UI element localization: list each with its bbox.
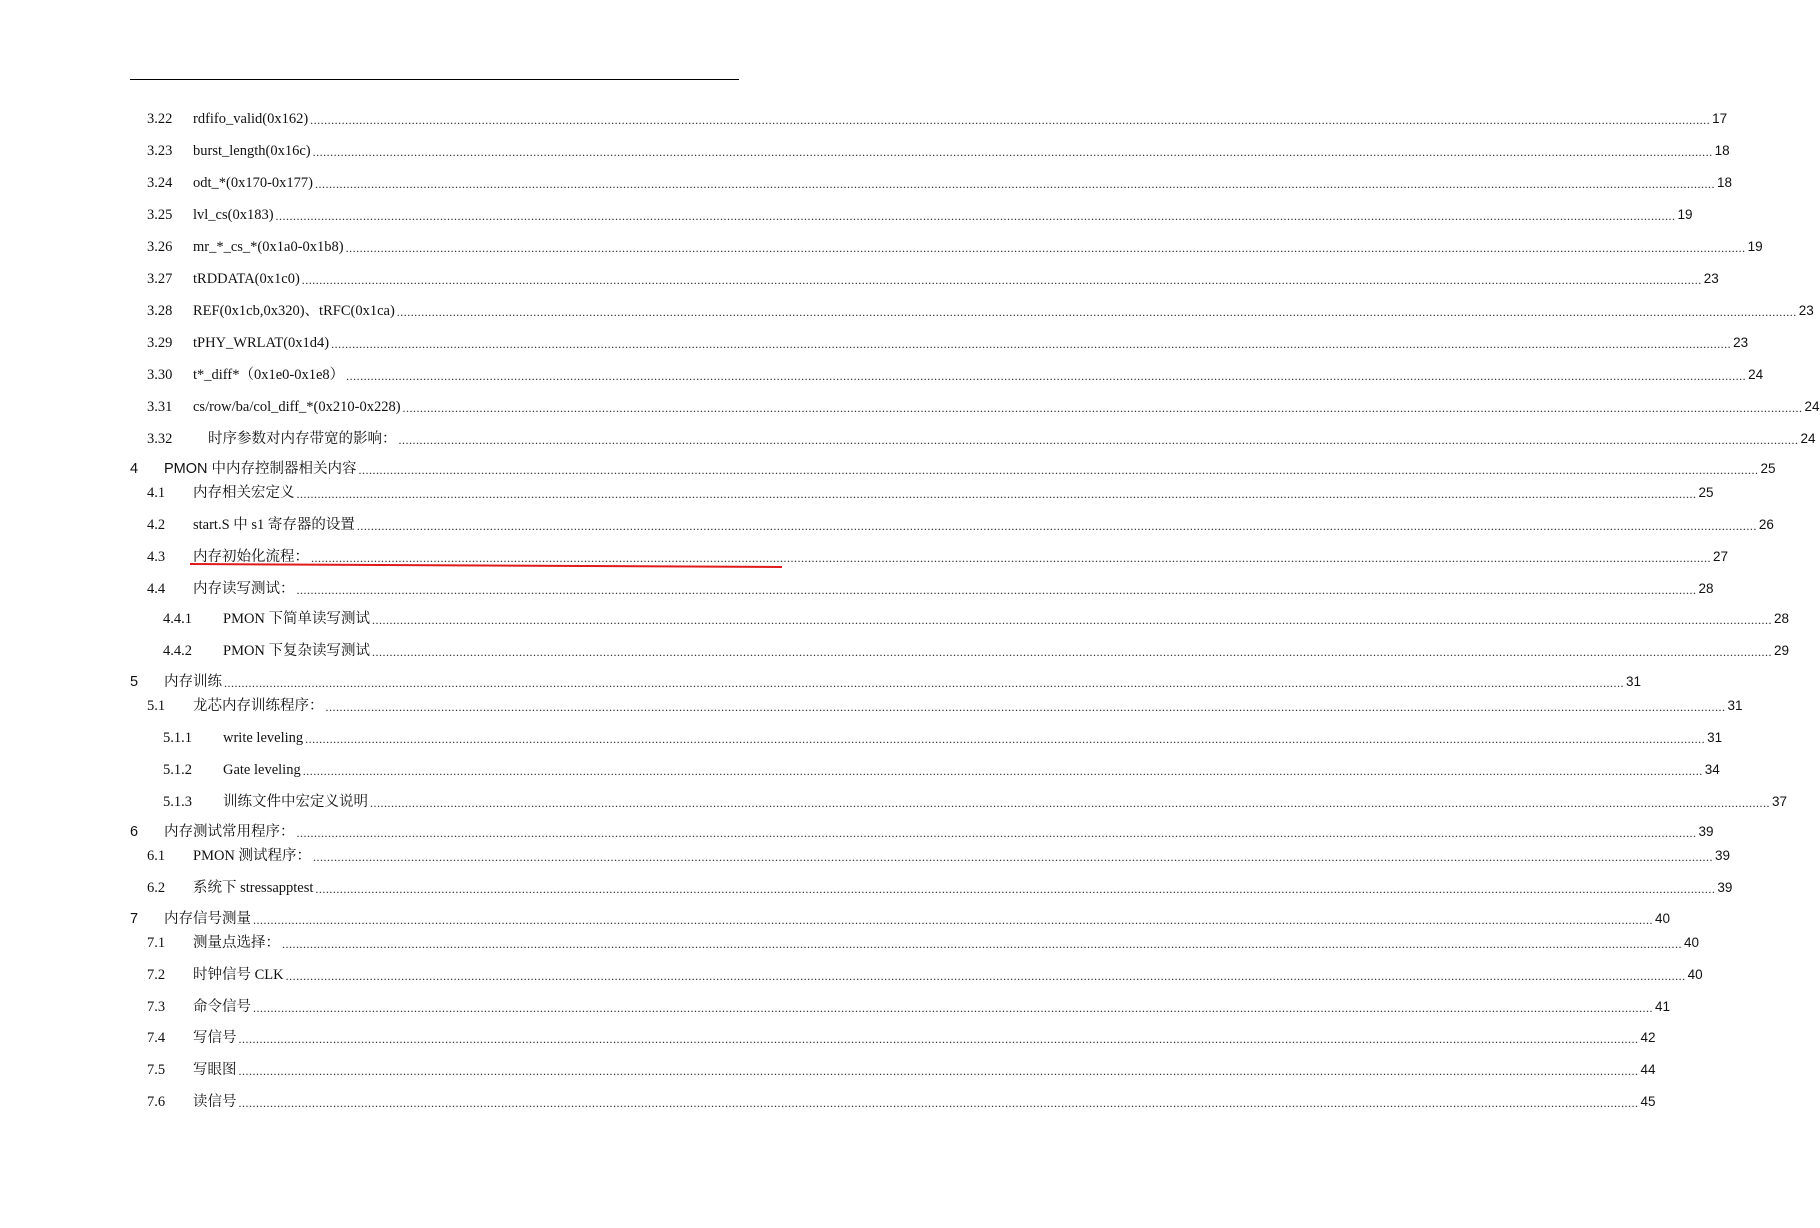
toc-leader-dots: ................................................................................................................................................................................................................................................................................................................................................................................................................ [315,882,1716,896]
toc-leader-dots: ................................................................................................................................................................................................................................................................................................................................................................................................................ [238,1032,1639,1046]
toc-entry-number: 6.2 [147,880,166,896]
toc-leader-dots: ................................................................................................................................................................................................................................................................................................................................................................................................................ [372,613,1773,627]
toc-leader-dots: ................................................................................................................................................................................................................................................................................................................................................................................................................ [296,583,1697,597]
toc-entry-page: 39 [1715,848,1731,863]
toc-entry-number: 3.28 [147,303,173,319]
toc-entry-number: 3.30 [147,367,173,383]
toc-entry-title: 龙芯内存训练程序： [193,698,324,714]
toc-entry-number: 6.1 [147,848,166,864]
toc-entry-title: write leveling [223,730,304,746]
toc-entry-number: 4.4.1 [163,611,192,627]
toc-entry-number: 5.1.2 [163,762,192,778]
toc-entry-number: 3.26 [147,239,173,255]
toc-entry-page: 31 [1727,698,1743,713]
toc-entry[interactable] [147,138,1730,160]
toc-entry-number: 5.1.3 [163,794,192,810]
toc-entry-title: odt_*(0x170-0x177) [193,175,314,191]
toc-entry[interactable] [147,843,1731,865]
toc-entry-title: t*_diff*（0x1e0-0x1e8） [193,367,345,383]
toc-entry-number: 4.2 [147,517,166,533]
toc-leader-dots: ................................................................................................................................................................................................................................................................................................................................................................................................................ [305,732,1706,746]
toc-entry-number: 4 [130,461,139,477]
toc-leader-dots: ................................................................................................................................................................................................................................................................................................................................................................................................................ [372,645,1773,659]
toc-leader-dots: ................................................................................................................................................................................................................................................................................................................................................................................................................ [325,700,1726,714]
toc-entry-page: 39 [1717,880,1733,895]
toc-entry-page: 34 [1704,762,1720,777]
toc-entry-title: 内存初始化流程： [193,549,309,565]
toc-entry[interactable] [163,757,1720,779]
toc-entry-title: 命令信号 [193,999,251,1015]
toc-entry-title: PMON 测试程序： [193,848,312,864]
toc-entry-page: 27 [1713,549,1729,564]
toc-entry-page: 18 [1717,175,1733,190]
toc-entry-number: 7.1 [147,935,166,951]
toc-entry-title: PMON 下复杂读写测试 [223,643,371,659]
red-underline-annotation [190,563,782,569]
toc-leader-dots: ................................................................................................................................................................................................................................................................................................................................................................................................................ [285,969,1686,983]
toc-entry-number: 7 [130,911,139,927]
toc-entry-title: REF(0x1cb,0x320)、tRFC(0x1ca) [193,303,395,319]
toc-entry-number: 5 [130,674,139,690]
toc-entry-number: 7.2 [147,967,166,983]
toc-entry-title: 内存读写测试： [193,581,295,597]
toc-entry-title: PMON 中内存控制器相关内容 [164,461,357,477]
toc-entry[interactable] [147,106,1728,128]
toc-leader-dots: ................................................................................................................................................................................................................................................................................................................................................................................................................ [402,401,1803,415]
toc-leader-dots: ................................................................................................................................................................................................................................................................................................................................................................................................................ [282,937,1682,951]
toc-entry[interactable] [130,906,1671,928]
toc-entry-title: tRDDATA(0x1c0) [193,271,300,287]
toc-entry-title: 时钟信号 CLK [193,967,284,983]
toc-leader-dots: ................................................................................................................................................................................................................................................................................................................................................................................................................ [238,1064,1639,1078]
toc-entry-title: mr_*_cs_*(0x1a0-0x1b8) [193,239,344,255]
toc-entry-title: rdfifo_valid(0x162) [193,111,309,127]
toc-entry[interactable] [130,669,1642,691]
toc-entry-page: 44 [1640,1062,1656,1077]
toc-leader-dots: ................................................................................................................................................................................................................................................................................................................................................................................................................ [296,487,1697,501]
toc-entry-number: 3.29 [147,335,173,351]
toc-entry-title: 内存测试常用程序： [164,824,295,840]
toc-entry-title: 内存信号测量 [164,911,251,927]
toc-entry-title: burst_length(0x16c) [193,143,311,159]
toc-entry-number: 5.1.1 [163,730,192,746]
toc-leader-dots: ................................................................................................................................................................................................................................................................................................................................................................................................................ [253,1001,1653,1015]
toc-leader-dots: ................................................................................................................................................................................................................................................................................................................................................................................................................ [312,145,1713,159]
toc-entry[interactable] [130,819,1714,841]
toc-leader-dots: ................................................................................................................................................................................................................................................................................................................................................................................................................ [224,676,1624,690]
toc-entry[interactable] [147,426,1816,448]
toc-entry-page: 31 [1626,674,1642,689]
toc-entry[interactable] [147,930,1700,952]
toc-entry-title: cs/row/ba/col_diff_*(0x210-0x228) [193,399,401,415]
toc-entry[interactable] [147,362,1764,384]
toc-leader-dots: ................................................................................................................................................................................................................................................................................................................................................................................................................ [275,209,1676,223]
toc-leader-dots: ................................................................................................................................................................................................................................................................................................................................................................................................................ [301,273,1702,287]
toc-entry-page: 40 [1655,911,1671,926]
toc-entry-title: 读信号 [193,1094,237,1110]
toc-entry-title: 时序参数对内存带宽的影响： [208,431,397,447]
toc-entry-page: 23 [1798,303,1814,318]
toc-entry-page: 45 [1640,1094,1656,1109]
toc-entry-page: 19 [1677,207,1693,222]
toc-leader-dots: ................................................................................................................................................................................................................................................................................................................................................................................................................ [313,850,1714,864]
toc-leader-dots: ................................................................................................................................................................................................................................................................................................................................................................................................................ [396,305,1797,319]
toc-entry-number: 4.4 [147,581,166,597]
toc-leader-dots: ................................................................................................................................................................................................................................................................................................................................................................................................................ [358,463,1759,477]
toc-entry-number: 3.23 [147,143,173,159]
toc-entry-page: 24 [1748,367,1764,382]
toc-entry[interactable] [147,480,1714,502]
toc-entry-number: 7.5 [147,1062,166,1078]
toc-entry-title: PMON 下简单读写测试 [223,611,371,627]
toc-entry[interactable] [147,330,1749,352]
toc-entry-title: 训练文件中宏定义说明 [223,794,368,810]
toc-entry-page: 40 [1684,935,1700,950]
toc-entry-page: 25 [1698,485,1714,500]
toc-entry-number: 4.4.2 [163,643,192,659]
toc-entry[interactable] [147,1025,1656,1047]
toc-entry[interactable] [147,394,1820,416]
toc-entry-page: 42 [1640,1030,1656,1045]
toc-entry-page: 23 [1703,271,1719,286]
toc-entry-page: 37 [1772,794,1788,809]
toc-leader-dots: ................................................................................................................................................................................................................................................................................................................................................................................................................ [331,337,1732,351]
toc-entry-page: 18 [1714,143,1730,158]
toc-entry[interactable] [147,1057,1656,1079]
toc-entry[interactable] [147,234,1763,256]
toc-entry-number: 4.1 [147,485,166,501]
toc-entry[interactable] [147,693,1743,715]
toc-entry-page: 19 [1747,239,1763,254]
toc-leader-dots: ................................................................................................................................................................................................................................................................................................................................................................................................................ [346,369,1747,383]
toc-entry[interactable] [130,456,1776,478]
toc-leader-dots: ................................................................................................................................................................................................................................................................................................................................................................................................................ [398,433,1799,447]
toc-entry-number: 4.3 [147,549,166,565]
toc-entry-title: 写眼图 [193,1062,237,1078]
toc-entry[interactable] [163,789,1788,811]
toc-leader-dots: ................................................................................................................................................................................................................................................................................................................................................................................................................ [315,177,1716,191]
toc-entry-title: 系统下 stressapptest [193,880,314,896]
toc-entry-number: 3.27 [147,271,173,287]
toc-entry-title: Gate leveling [223,762,301,778]
toc-entry[interactable] [147,298,1814,320]
toc-entry-page: 23 [1733,335,1749,350]
toc-entry-page: 28 [1774,611,1790,626]
toc-entry-title: lvl_cs(0x183) [193,207,274,223]
toc-leader-dots: ................................................................................................................................................................................................................................................................................................................................................................................................................ [296,826,1697,840]
toc-entry-page: 40 [1687,967,1703,982]
toc-entry-title: 内存训练 [164,674,222,690]
toc-entry-title: 写信号 [193,1030,237,1046]
toc-entry-page: 31 [1707,730,1723,745]
toc-entry-page: 24 [1804,399,1820,414]
toc-entry-page: 28 [1698,581,1714,596]
toc-entry-number: 7.4 [147,1030,166,1046]
toc-entry[interactable] [147,266,1719,288]
toc-entry[interactable] [147,512,1774,534]
toc-leader-dots: ................................................................................................................................................................................................................................................................................................................................................................................................................ [370,796,1770,810]
toc-leader-dots: ................................................................................................................................................................................................................................................................................................................................................................................................................ [345,241,1746,255]
toc-leader-dots: ................................................................................................................................................................................................................................................................................................................................................................................................................ [302,764,1703,778]
toc-entry-page: 25 [1760,461,1776,476]
toc-entry-number: 3.24 [147,175,173,191]
toc-entry[interactable] [147,576,1714,598]
toc-leader-dots: ................................................................................................................................................................................................................................................................................................................................................................................................................ [356,519,1757,533]
toc-entry-page: 26 [1758,517,1774,532]
toc-entry-page: 24 [1800,431,1816,446]
toc-entry[interactable] [147,170,1733,192]
toc-entry[interactable] [147,875,1733,897]
toc-entry[interactable] [147,994,1671,1016]
toc-entry[interactable] [163,725,1723,747]
toc-entry-title: tPHY_WRLAT(0x1d4) [193,335,330,351]
toc-entry-page: 41 [1655,999,1671,1014]
toc-entry-number: 3.22 [147,111,173,127]
toc-leader-dots: ................................................................................................................................................................................................................................................................................................................................................................................................................ [310,113,1711,127]
toc-entry-number: 3.25 [147,207,173,223]
toc-entry-number: 6 [130,824,139,840]
toc-entry-title: 内存相关宏定义 [193,485,295,501]
toc-entry[interactable] [147,202,1693,224]
toc-leader-dots: ................................................................................................................................................................................................................................................................................................................................................................................................................ [311,551,1711,565]
toc-leader-dots: ................................................................................................................................................................................................................................................................................................................................................................................................................ [253,913,1653,927]
toc-entry[interactable] [147,962,1703,984]
toc-entry[interactable] [163,638,1790,660]
toc-entry-title: start.S 中 s1 寄存器的设置 [193,517,355,533]
toc-entry-number: 5.1 [147,698,166,714]
toc-entry-page: 29 [1774,643,1790,658]
toc-entry[interactable] [147,1089,1656,1111]
toc-entry-title: 测量点选择： [193,935,280,951]
toc-entry-number: 3.32 [147,431,173,447]
toc-entry-page: 39 [1698,824,1714,839]
toc-leader-dots: ................................................................................................................................................................................................................................................................................................................................................................................................................ [238,1096,1639,1110]
toc-entry-number: 7.3 [147,999,166,1015]
toc-entry-page: 17 [1712,111,1728,126]
toc-entry[interactable] [163,606,1790,628]
toc-entry-number: 7.6 [147,1094,166,1110]
toc-entry-number: 3.31 [147,399,173,415]
